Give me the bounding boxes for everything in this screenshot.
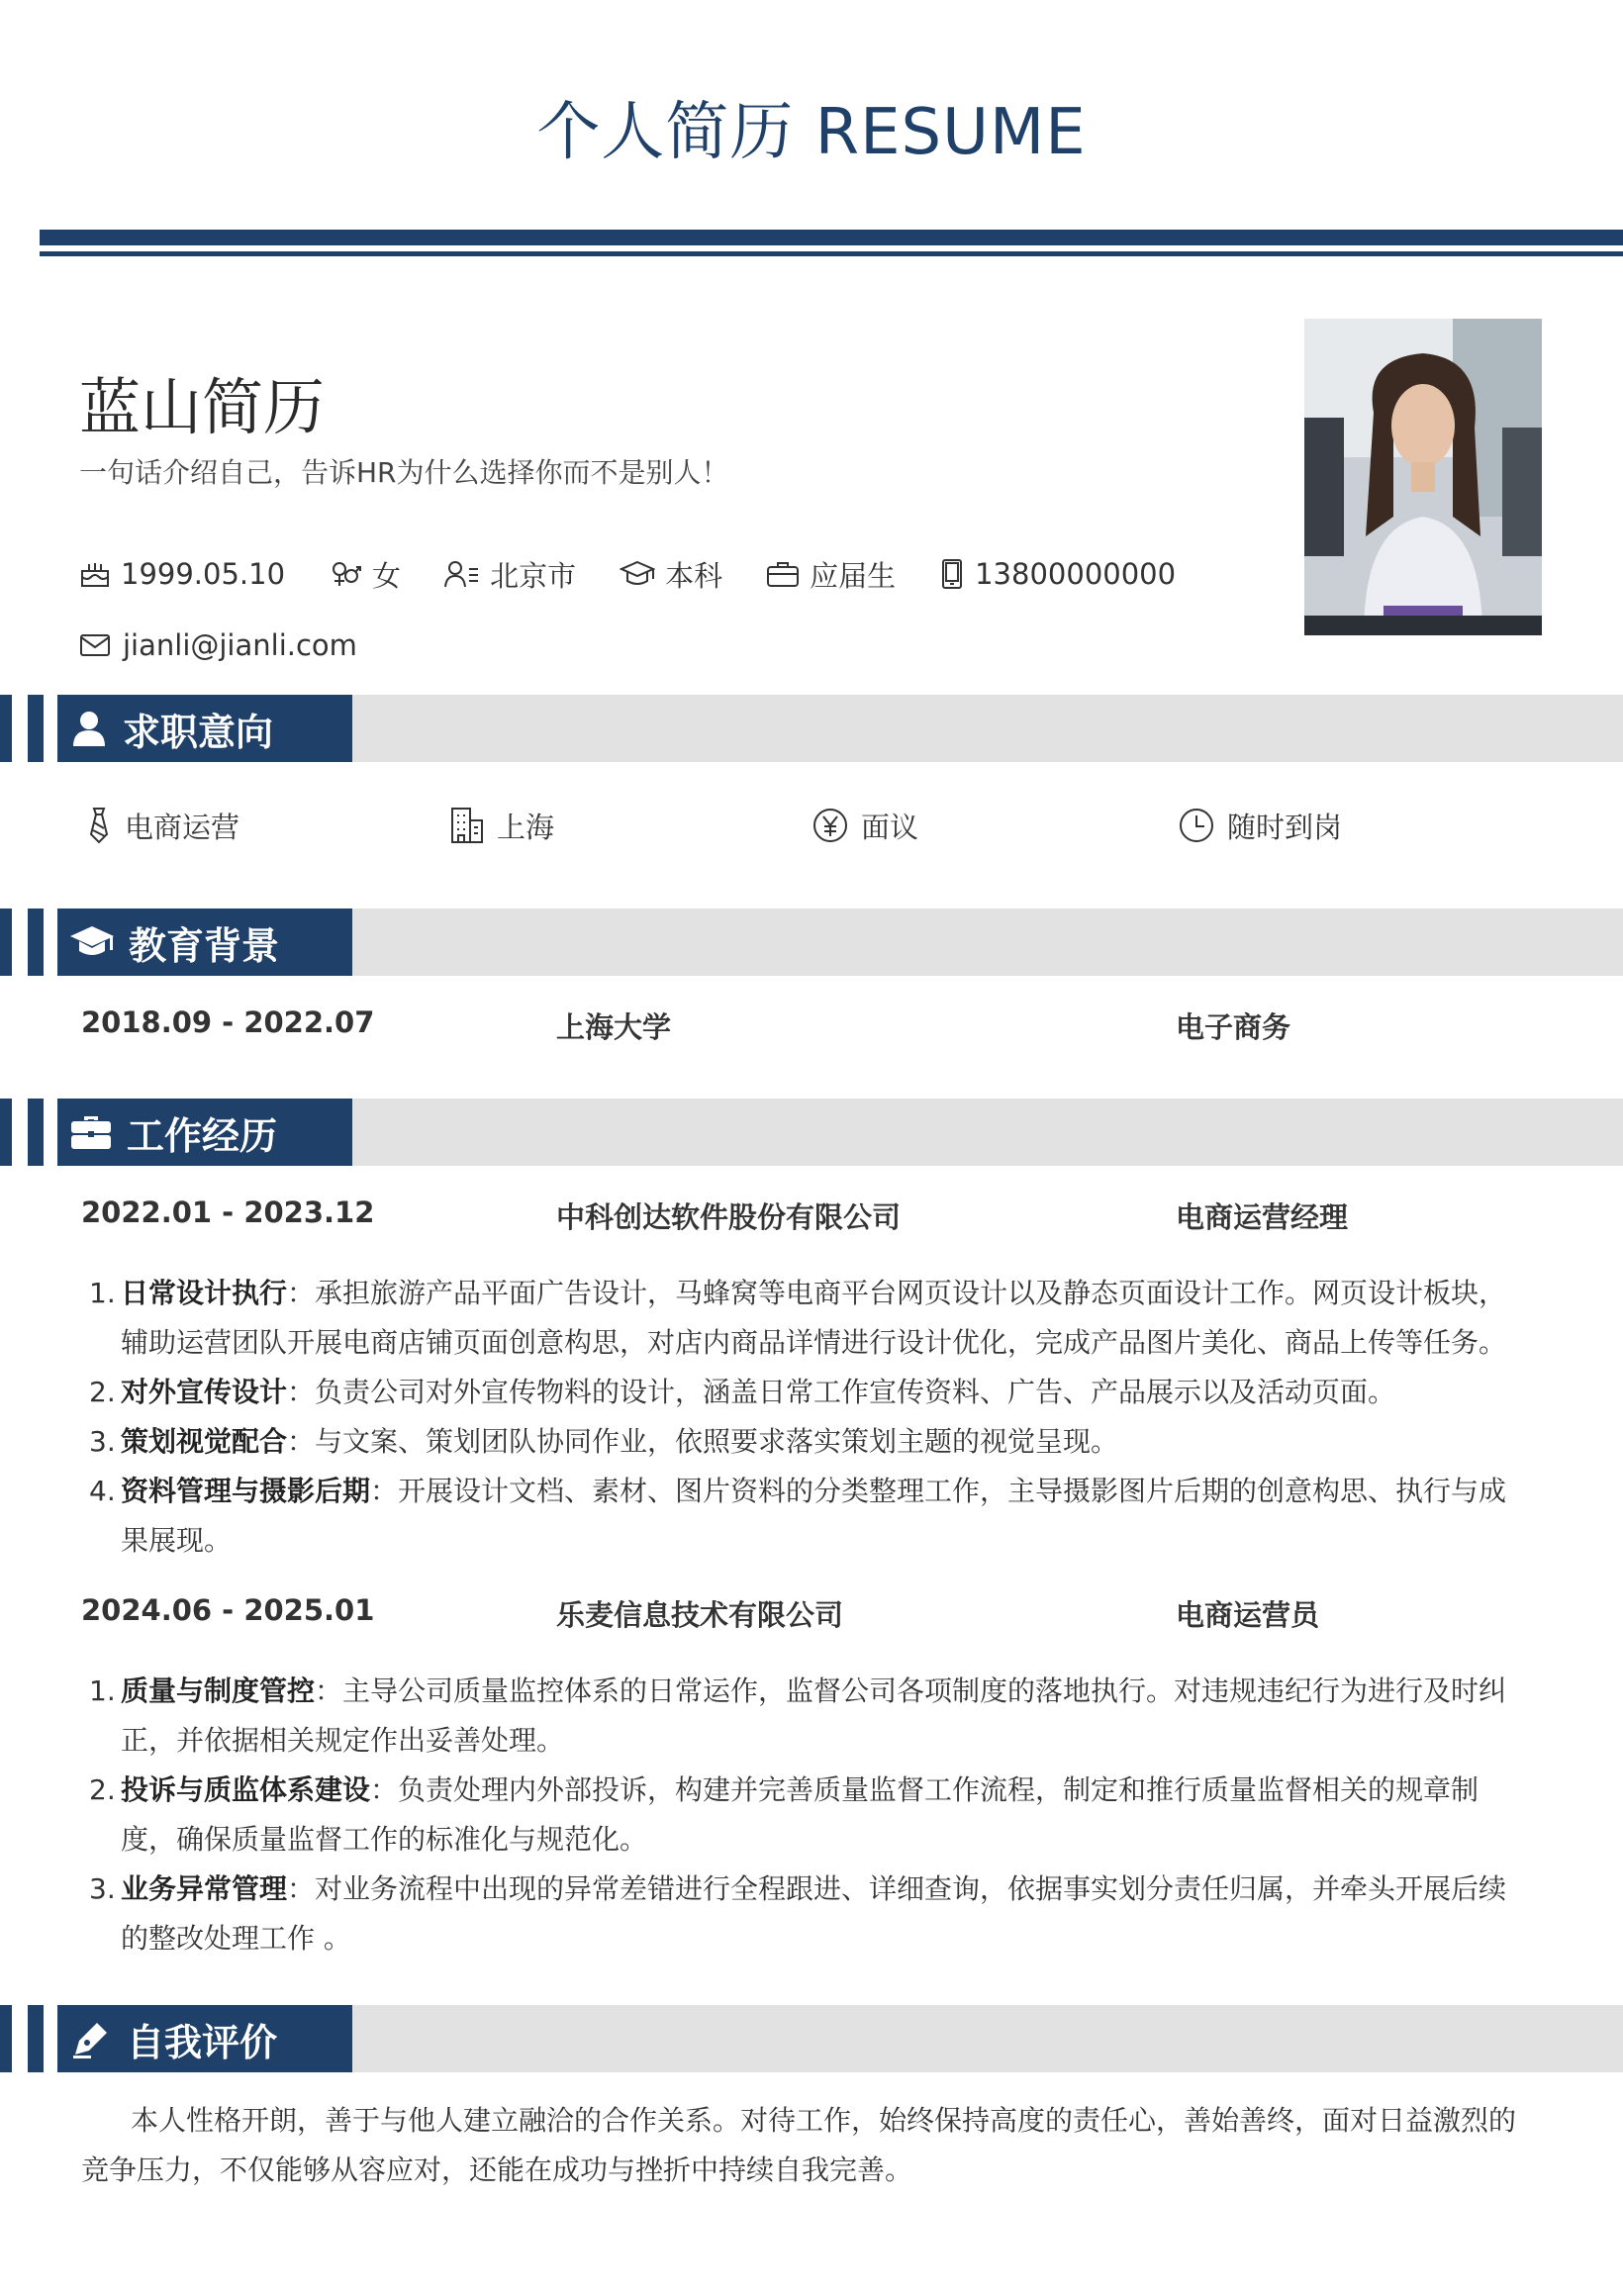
building-icon [449, 806, 485, 845]
duty-title: 业务异常管理 [121, 1872, 288, 1905]
duty-text: ：负责处理内外部投诉，构建并完善质量监督工作流程，制定和推行质量监督相关的规章制度，确保质量监督工作的标准化与规范化。 [121, 1773, 1480, 1856]
cake-icon [79, 559, 111, 589]
duty-item: 1. 日常设计执行：承担旅游产品平面广告设计，马蜂窝等电商平台网页设计以及静态页面设计工作。网页设计板块，辅助运营团队开展电商店铺页面创意构思，对店内商品详情进行设计优化，完成产品图片美化、商品上传等任务。 [89, 1277, 1507, 1359]
duty-item: 3. 业务异常管理：对业务流程中出现的异常差错进行全程跟进、详细查询，依据事实划分责任归属，并牵头开展后续的整改处理工作 。 [89, 1872, 1507, 1955]
section-title-self-eval: 自我评价 [127, 2020, 278, 2064]
duty-text: ：开展设计文档、素材、图片资料的分类整理工作，主导摄影图片后期的创意构思、执行与成果展现。 [121, 1475, 1507, 1557]
pen-icon [69, 2017, 113, 2060]
briefcase-icon [766, 559, 800, 589]
info-location [444, 554, 576, 595]
personal-info-row [79, 554, 1219, 594]
birthday-text: 1999.05.10 [121, 557, 286, 591]
graduation-cap-icon [620, 559, 655, 589]
duty-item: 4. 资料管理与摄影后期：开展设计文档、素材、图片资料的分类整理工作，主导摄影图片后期的创意构思、执行与成果展现。 [89, 1475, 1507, 1557]
profile-photo [1304, 319, 1542, 635]
duty-title: 资料管理与摄影后期 [121, 1475, 371, 1507]
info-phone [939, 557, 1176, 591]
document-title: 个人简历 RESUME [536, 96, 1087, 169]
duty-item: 1. 质量与制度管控：主导公司质量监控体系的日常运作，监督公司各项制度的落地执行。对违规违纪行为进行及时纠正，并依据相关规定作出妥善处理。 [89, 1674, 1507, 1757]
clock-icon [1178, 807, 1215, 844]
section-title-work: 工作经历 [127, 1113, 278, 1158]
duty-text: ：承担旅游产品平面广告设计，马蜂窝等电商平台网页设计以及静态页面设计工作。网页设计板块，辅助运营团队开展电商店铺页面创意构思，对店内商品详情进行设计优化，完成产品图片美化、商品上传等任务。 [121, 1277, 1507, 1359]
phone-icon [939, 558, 965, 590]
job-2-period: 2024.06 - 2025.01 [81, 1593, 375, 1627]
graduation-cap-icon [69, 922, 115, 962]
info-email [79, 625, 357, 665]
intent-position [85, 804, 239, 847]
section-title-education: 教育背景 [129, 923, 280, 968]
info-birthday [79, 557, 285, 591]
job-1-period: 2022.01 - 2023.12 [81, 1196, 375, 1229]
intent-availability [1178, 804, 1342, 847]
section-header-education [0, 909, 1623, 976]
intent-city-text: 上海 [497, 810, 555, 844]
email-text: jianli@jianli.com [123, 628, 357, 662]
candidate-name: 蓝山简历 [79, 371, 326, 443]
section-header-self-eval [0, 2005, 1623, 2072]
education-major: 电子商务 [1176, 1010, 1291, 1044]
info-degree [620, 554, 722, 595]
section-title-intention: 求职意向 [123, 710, 274, 754]
duty-title: 对外宣传设计 [121, 1376, 288, 1408]
briefcase-icon [69, 1112, 113, 1152]
education-school: 上海大学 [556, 1010, 672, 1044]
job-1-company: 中科创达软件股份有限公司 [556, 1200, 902, 1234]
education-period: 2018.09 - 2022.07 [81, 1005, 375, 1039]
gender-icon [329, 558, 362, 590]
duty-text: ：主导公司质量监控体系的日常运作，监督公司各项制度的落地执行。对违规违纪行为进行及时纠正，并依据相关规定作出妥善处理。 [121, 1674, 1507, 1757]
job-2-duties [89, 1667, 1524, 1963]
status-text: 应届生 [810, 558, 897, 593]
mail-icon [79, 632, 111, 658]
duty-item: 3. 策划视觉配合：与文案、策划团队协同作业，依照要求落实策划主题的视觉呈现。 [89, 1425, 1119, 1458]
intent-city [449, 804, 554, 847]
intent-salary-text: 面议 [861, 810, 919, 844]
location-text: 北京市 [490, 558, 577, 593]
duty-item: 2. 投诉与质监体系建设：负责处理内外部投诉，构建并完善质量监督工作流程，制定和推行质量监督相关的规章制度，确保质量监督工作的标准化与规范化。 [89, 1773, 1480, 1856]
job-2-role: 电商运营员 [1176, 1598, 1320, 1632]
self-evaluation-text: 本人性格开朗，善于与他人建立融洽的合作关系。对待工作，始终保持高度的责任心，善始善终，面对日益激烈的竞争压力，不仅能够从容应对，还能在成功与挫折中持续自我完善。 [81, 2104, 1517, 2186]
job-1-role: 电商运营经理 [1176, 1200, 1349, 1234]
duty-text: ：与文案、策划团队协同作业，依照要求落实策划主题的视觉呈现。 [287, 1425, 1119, 1458]
section-header-work [0, 1099, 1623, 1166]
intent-position-text: 电商运营 [125, 810, 240, 844]
duty-text: ：对业务流程中出现的异常差错进行全程跟进、详细查询，依据事实划分责任归属，并牵头开展后续的整改处理工作 。 [121, 1872, 1507, 1955]
phone-text: 13800000000 [975, 557, 1177, 591]
intent-salary [812, 804, 918, 847]
gender-text: 女 [372, 558, 402, 593]
person-list-icon [444, 559, 480, 589]
section-header-intention [0, 695, 1623, 762]
info-status [766, 554, 896, 595]
header-rule-thin [40, 251, 1623, 256]
yen-coin-icon [812, 807, 849, 844]
duty-title: 质量与制度管控 [121, 1674, 316, 1707]
job-2-company: 乐麦信息技术有限公司 [556, 1598, 844, 1632]
header-rule-thick [40, 230, 1623, 245]
degree-text: 本科 [665, 558, 723, 593]
intent-availability-text: 随时到岗 [1227, 810, 1343, 844]
info-gender [329, 554, 401, 595]
duty-title: 策划视觉配合 [121, 1425, 288, 1458]
tie-icon [85, 807, 113, 844]
job-1-duties [89, 1269, 1524, 1566]
duty-title: 投诉与质监体系建设 [121, 1773, 371, 1806]
duty-title: 日常设计执行 [121, 1277, 288, 1309]
duty-item: 2. 对外宣传设计：负责公司对外宣传物料的设计，涵盖日常工作宣传资料、广告、产品展示以及活动页面。 [89, 1376, 1396, 1408]
duty-text: ：负责公司对外宣传物料的设计，涵盖日常工作宣传资料、广告、产品展示以及活动页面。 [287, 1376, 1396, 1408]
user-icon [69, 709, 109, 748]
tagline: 一句话介绍自己，告诉HR为什么选择你而不是别人！ [79, 456, 729, 489]
